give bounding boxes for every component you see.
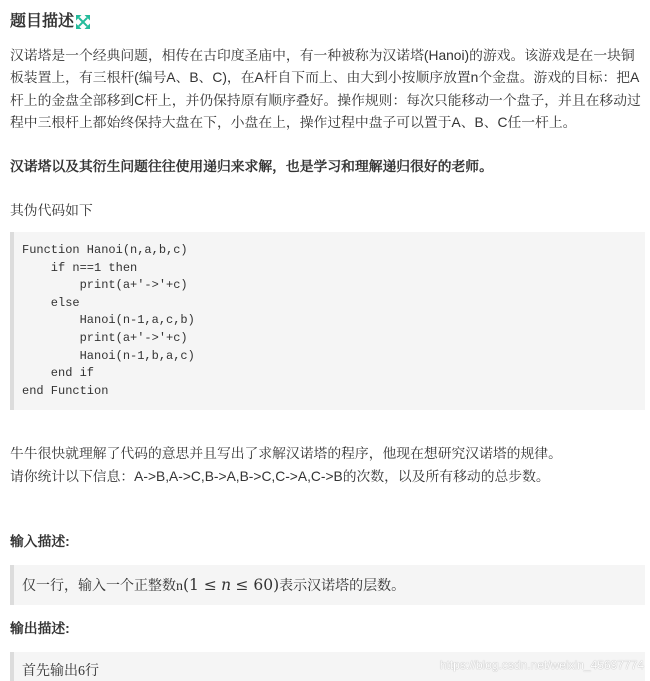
input-block <box>10 565 645 605</box>
pseudocode-line: end Function <box>22 383 109 398</box>
math-variable: n <box>221 576 232 594</box>
output-heading: 输出描述: <box>10 621 70 636</box>
input-math <box>183 576 279 594</box>
task-description <box>10 442 562 488</box>
watermark-text: https://blog.csdn.net/weixin_45697774 <box>439 658 644 672</box>
expand-icon[interactable] <box>76 15 90 29</box>
task-line: 牛牛很快就理解了代码的意思并且写出了求解汉诺塔的程序，他现在想研究汉诺塔的规律。 <box>10 446 562 461</box>
math-left: (1 ≤ <box>183 576 217 594</box>
pseudocode-line: end if <box>22 366 95 381</box>
pseudocode-line: if n==1 then <box>22 260 138 275</box>
pseudocode-line: Function Hanoi(n,a,b,c) <box>22 243 188 257</box>
output-text: 首先输出6行 <box>22 664 99 679</box>
description-highlight: 汉诺塔以及其衍生问题往往使用递归来求解，也是学习和理解递归很好的老师。 <box>10 159 493 174</box>
page-title: 题目描述 <box>10 13 75 30</box>
pseudocode-line: print(a+'->'+c) <box>22 330 188 345</box>
pseudocode-line: print(a+'->'+c) <box>22 278 188 293</box>
task-line: 请你统计以下信息：A->B,A->C,B->A,B->C,C->A,C->B的次数，以及所有移动的总步数。 <box>10 469 550 484</box>
pseudocode-intro: 其伪代码如下 <box>10 203 93 218</box>
math-right: ≤ 60) <box>235 576 280 594</box>
input-text-after: 表示汉诺塔的层数。 <box>279 579 406 594</box>
description-paragraph: 汉诺塔是一个经典问题，相传在古印度圣庙中，有一种被称为汉诺塔(Hanoi)的游戏。该游戏是在一块铜板装置上，有三根杆(编号A、B、C)，在A杆自下而上、由大到小按顺序放置n个金盘。游戏的目标：把A杆上的金盘全部移到C杆上，并仍保持原有顺序叠好。操作规则：每次只能移动一个盘子，并且在移动过程中三根杆上都始终保持大盘在下，小盘在上，操作过程中盘子可以置于A、B、C任一杆上。 <box>10 48 641 131</box>
input-text-before: 仅一行，输入一个正整数n <box>22 579 183 594</box>
pseudocode-line: Hanoi(n-1,a,c,b) <box>22 313 195 328</box>
input-heading: 输入描述: <box>10 534 70 549</box>
pseudocode-line: else <box>22 295 80 310</box>
pseudocode-line: Hanoi(n-1,b,a,c) <box>22 348 195 363</box>
pseudocode-block <box>10 232 645 410</box>
